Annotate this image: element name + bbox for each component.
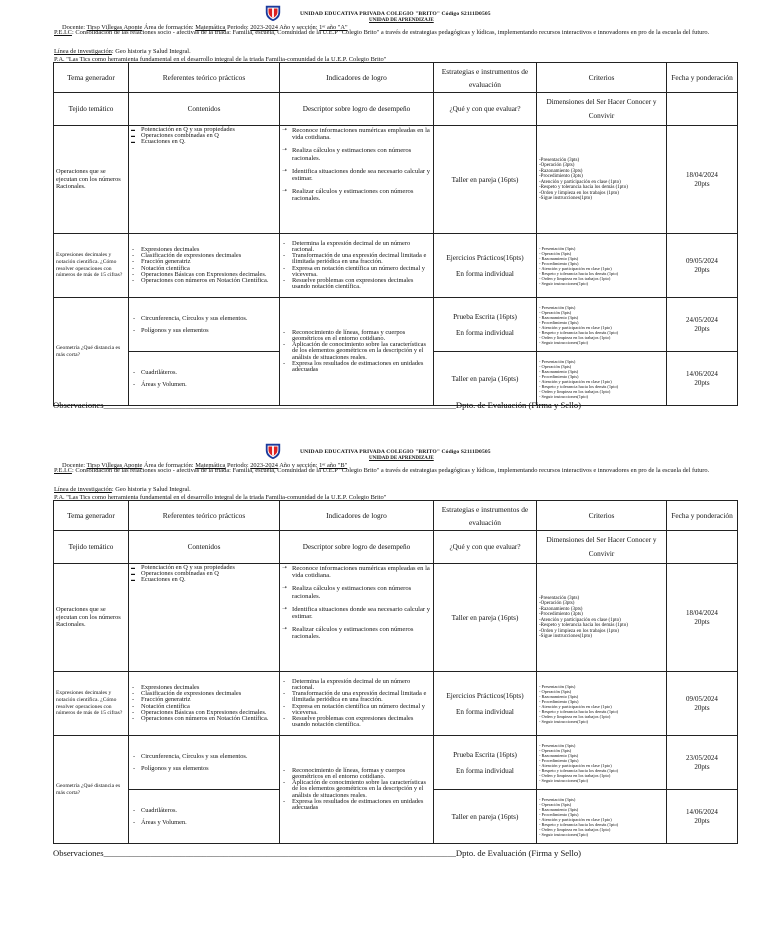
strategy-cell: Prueba Escrita (16pts) En forma individual (434, 298, 537, 352)
content-cell (129, 126, 280, 234)
peic-line: P.E.I.C: Consolidación de las relaciones socio - afectivas de la triada: Familia, escuela, Comunidad de la U.E.P "Colegio Brito" a través de estrategias pedagógicas y lúdicas, implementando recursos interactivos e innovadores en pro de la escuela del futuro. (54, 467, 710, 474)
criteria-cell (537, 126, 667, 234)
date-cell: 09/05/2024 20pts (667, 672, 738, 736)
unit-title: UNIDAD DE APRENDIZAJE (369, 456, 434, 461)
list-item: - Notación científica (141, 266, 277, 272)
content-cell (129, 352, 280, 406)
list-item: ▬ Operaciones combinadas en Q (141, 133, 277, 139)
list-item: - Operación (3pts) (539, 801, 572, 807)
list-item: - Seguir instrucciones(1pto) (539, 393, 589, 399)
list-item: ▬ Potenciación en Q y sus propiedades (141, 565, 277, 571)
pa-line: P.A. "Las Tics como herramienta fundamental en el desarrollo integral de la triada Familia-comunidad de la U.E.P. Colegio Brito" (54, 56, 387, 63)
planning-table (53, 500, 738, 844)
list-item: -Atención y participación en clase (1pto) (539, 617, 621, 623)
list-item: -Procedimiento (3pts) (539, 174, 583, 179)
list-item: - Presentación (3pts) (539, 683, 576, 689)
list-item: -Razonamiento (3pts) (539, 168, 583, 174)
list-item: - Expresiones decimales (141, 685, 277, 691)
list-item: - Transformación de una expresión decimal limitada e ilimitada periódica en una fracción. (292, 691, 431, 703)
list-item: - Operación (3pts) (539, 747, 572, 753)
peic-line: P.E.I.C: Consolidación de las relaciones socio - afectivas de la triada: Familia, escuela, Comunidad de la U.E.P "Colegio Brito" a través de estrategias pedagógicas y lúdicas, implementando recursos interactivos e innovadores en pro de la escuela del futuro. (54, 29, 710, 36)
list-item: - Clasificación de expresiones decimales (141, 253, 277, 259)
list-item: - Polígonos y sus elementos (131, 765, 277, 773)
col-header: Fecha y ponderación (667, 501, 738, 531)
indicator-cell (280, 298, 434, 406)
school-name: UNIDAD EDUCATIVA PRIVADA COLEGIO "BRITO" Código S2111D0505 (300, 11, 491, 17)
list-item: -Orden y limpieza en los trabajos (1pto) (539, 628, 619, 634)
list-item: -Orden y limpieza en los trabajos (1pto) (539, 190, 619, 196)
list-item: - Cuadriláteros. (131, 807, 277, 815)
strategy-cell: Taller en pareja (16pts) (434, 790, 537, 844)
subheader: Contenidos (129, 93, 280, 126)
col-header: Fecha y ponderación (667, 63, 738, 93)
content-cell (129, 672, 280, 736)
list-item: - Fracción generatriz (141, 259, 277, 265)
list-item: -Operación (3pts) (539, 601, 575, 606)
list-item: -Presentación (3pts) (539, 595, 580, 601)
list-item: ➝ Identifica situaciones donde sea necesario calcular y estimar. (292, 168, 431, 182)
list-item: - Aplicación de conocimiento sobre las características de los elementos geométricos en la descripción y el análisis de situaciones reales. (292, 780, 431, 799)
indicator-cell (280, 736, 434, 844)
list-item: - Áreas y Volumen. (131, 381, 277, 389)
list-item: - Razonamiento (3pts) (539, 806, 579, 812)
list-item: - Procedimiento (3pts) (539, 811, 579, 817)
list-item: - Operaciones con números en Notación Científica. (141, 278, 277, 284)
list-item: - Razonamiento (3pts) (539, 314, 579, 320)
list-item: - Polígonos y sus elementos (131, 327, 277, 335)
list-item: - Razonamiento (3pts) (539, 693, 579, 699)
date-cell: 18/04/2024 20pts (667, 126, 738, 234)
list-item: ▬ Ecuaciones en Q. (141, 139, 277, 145)
pa-line: P.A. "Las Tics como herramienta fundamental en el desarrollo integral de la triada Familia-comunidad de la U.E.P. Colegio Brito" (54, 494, 387, 501)
list-item: -Respeto y tolerancia hacia los demás (1pto) (539, 185, 628, 190)
list-item: - Respeto y tolerancia hacia los demás (1pto) (539, 708, 619, 714)
topic-cell: Geometría ¿Qué distancia es más corta? (54, 298, 129, 406)
observations-line: Observaciones__________________________________________________________________________________Dpto. de Evaluación (Firma y Sello) (53, 848, 581, 858)
indicator-cell (280, 234, 434, 298)
subheader: Contenidos (129, 531, 280, 564)
list-item: - Seguir instrucciones(1pto) (539, 718, 589, 724)
content-cell (129, 564, 280, 672)
list-item: - Expresa en notación científica un número decimal y viceversa. (292, 266, 431, 278)
list-item: - Fracción generatriz (141, 697, 277, 703)
list-item: - Respeto y tolerancia hacia los demás (1pto) (539, 270, 619, 276)
indicator-cell (280, 564, 434, 672)
list-item: - Circunferencia, Círculos y sus elementos. (131, 753, 277, 761)
list-item: - Reconocimiento de líneas, formas y cuerpos geométricos en el entorno cotidiano. (292, 330, 431, 342)
subheader: ¿Qué y con que evaluar? (434, 531, 537, 564)
list-item: - Procedimiento (3pts) (539, 319, 579, 325)
list-item: - Procedimiento (3pts) (539, 260, 579, 266)
list-item: - Presentación (3pts) (539, 796, 576, 802)
list-item: - Razonamiento (3pts) (539, 752, 579, 758)
topic-cell: Expresiones decimales y notación científica. ¿Cómo resolver operaciones con números de más de 15 cifras? (54, 234, 129, 298)
list-item: ▬ Operaciones combinadas en Q (141, 571, 277, 577)
date-cell: 14/06/2024 20pts (667, 352, 738, 406)
list-item: - Presentación (3pts) (539, 245, 576, 251)
col-header: Criterios (537, 63, 667, 93)
list-item: ➝ Realiza cálculos y estimaciones con números racionales. (292, 147, 431, 161)
col-header: Referentes teórico prácticos (129, 63, 280, 93)
subheader: Tejido temático (54, 93, 129, 126)
strategy-cell: Taller en pareja (16pts) (434, 352, 537, 406)
strategy-cell: Ejercicios Prácticos(16pts) En forma individual (434, 672, 537, 736)
list-item: - Expresa los resultados de estimaciones en unidades adecuadas (292, 799, 431, 811)
list-item: - Determina la expresión decimal de un número racional. (292, 679, 431, 691)
list-item: -Atención y participación en clase (1pto) (539, 179, 621, 185)
planning-table (53, 62, 738, 406)
subheader: Dimensiones del Ser Hacer Conocer y Convivir (537, 531, 667, 564)
subheader (667, 93, 738, 126)
list-item: ➝ Reconoce informaciones numéricas empleadas en la vida cotidiana. (292, 565, 431, 579)
list-item: -Sigue instrucciones(1pto) (539, 196, 592, 201)
list-item: - Respeto y tolerancia hacia los demás (1pto) (539, 821, 619, 827)
list-item: - Expresa los resultados de estimaciones en unidades adecuadas (292, 361, 431, 373)
list-item: - Respeto y tolerancia hacia los demás (1pto) (539, 329, 619, 335)
col-header: Indicadores de logro (280, 63, 434, 93)
col-header: Indicadores de logro (280, 501, 434, 531)
list-item: - Orden y limpieza en los trabajos (1pto) (539, 713, 611, 719)
list-item: - Clasificación de expresiones decimales (141, 691, 277, 697)
list-item: - Aplicación de conocimiento sobre las características de los elementos geométricos en la descripción y el análisis de situaciones reales. (292, 342, 431, 361)
list-item: ➝ Realizar cálculos y estimaciones con números racionales. (292, 626, 431, 640)
list-item: - Operación (3pts) (539, 250, 572, 256)
subheader: ¿Qué y con que evaluar? (434, 93, 537, 126)
criteria-cell (537, 234, 667, 298)
list-item: - Atención y participación en clase (1pto) (539, 762, 612, 768)
subheader: Tejido temático (54, 531, 129, 564)
list-item: - Presentación (3pts) (539, 358, 576, 364)
list-item: ▬ Potenciación en Q y sus propiedades (141, 127, 277, 133)
list-item: - Atención y participación en clase (1pto) (539, 703, 612, 709)
list-item: -Respeto y tolerancia hacia los demás (1pto) (539, 623, 628, 628)
research-line: Línea de investigación: Geo historia y Salud Integral. (54, 48, 191, 55)
list-item: - Notación científica (141, 704, 277, 710)
research-line: Línea de investigación: Geo historia y Salud Integral. (54, 486, 191, 493)
list-item: ➝ Reconoce informaciones numéricas empleadas en la vida cotidiana. (292, 127, 431, 141)
date-cell: 14/06/2024 20pts (667, 790, 738, 844)
strategy-cell: Taller en pareja (16pts) (434, 126, 537, 234)
list-item: - Razonamiento (3pts) (539, 255, 579, 261)
school-logo (264, 4, 282, 22)
list-item: - Seguir instrucciones(1pto) (539, 831, 589, 837)
subheader (667, 531, 738, 564)
criteria-cell (537, 672, 667, 736)
unit-title: UNIDAD DE APRENDIZAJE (369, 18, 434, 23)
criteria-cell (537, 352, 667, 406)
list-item: - Expresiones decimales (141, 247, 277, 253)
list-item: - Operaciones con números en Notación Científica. (141, 716, 277, 722)
list-item: - Reconocimiento de líneas, formas y cuerpos geométricos en el entorno cotidiano. (292, 768, 431, 780)
list-item: - Operación (3pts) (539, 363, 572, 369)
col-header: Tema generador (54, 63, 129, 93)
list-item: - Seguir instrucciones(1pto) (539, 339, 589, 345)
list-item: -Operación (3pts) (539, 163, 575, 168)
strategy-cell: Taller en pareja (16pts) (434, 564, 537, 672)
content-cell (129, 298, 280, 352)
indicator-cell (280, 126, 434, 234)
school-logo (264, 442, 282, 460)
list-item: - Presentación (3pts) (539, 304, 576, 310)
col-header: Referentes teórico prácticos (129, 501, 280, 531)
date-cell: 18/04/2024 20pts (667, 564, 738, 672)
school-name: UNIDAD EDUCATIVA PRIVADA COLEGIO "BRITO" Código S2111D0505 (300, 449, 491, 455)
list-item: - Resuelve problemas con expresiones decimales usando notación científica. (292, 716, 431, 728)
teacher-line: Docente: Tirso Villegas Aponte Área de formación: Matemática Periodo: 2023-2024 Año y sección: 1ᵉʳ año "B" (62, 462, 348, 469)
list-item: - Seguir instrucciones(1pto) (539, 777, 589, 783)
col-header: Tema generador (54, 501, 129, 531)
list-item: - Circunferencia, Círculos y sus elementos. (131, 315, 277, 323)
subheader: Descriptor sobre logro de desempeño (280, 531, 434, 564)
list-item: -Sigue instrucciones(1pto) (539, 634, 592, 639)
list-item: - Atención y participación en clase (1pto) (539, 816, 612, 822)
observations-line: Observaciones__________________________________________________________________________________Dpto. de Evaluación (Firma y Sello) (53, 400, 581, 410)
content-cell (129, 736, 280, 790)
list-item: - Resuelve problemas con expresiones decimales usando notación científica. (292, 278, 431, 290)
list-item: - Procedimiento (3pts) (539, 757, 579, 763)
teacher-line: Docente: Tirso Villegas Aponte Área de formación: Matemática Periodo: 2023-2024 Año y sección: 1ᵉʳ año "A" (62, 24, 348, 31)
list-item: - Operaciones Básicas con Expresiones decimales. (141, 272, 277, 278)
list-item: - Expresa en notación científica un número decimal y viceversa. (292, 704, 431, 716)
list-item: -Presentación (3pts) (539, 157, 580, 163)
list-item: - Seguir instrucciones(1pto) (539, 280, 589, 286)
content-cell (129, 234, 280, 298)
criteria-cell (537, 790, 667, 844)
list-item: - Orden y limpieza en los trabajos (1pto) (539, 388, 611, 394)
list-item: - Áreas y Volumen. (131, 819, 277, 827)
list-item: - Orden y limpieza en los trabajos (1pto) (539, 334, 611, 340)
list-item: ➝ Realizar cálculos y estimaciones con números racionales. (292, 188, 431, 202)
list-item: ➝ Identifica situaciones donde sea necesario calcular y estimar. (292, 606, 431, 620)
strategy-cell: Prueba Escrita (16pts) En forma individual (434, 736, 537, 790)
col-header: Estrategias e instrumentos de evaluación (434, 501, 537, 531)
list-item: - Procedimiento (3pts) (539, 373, 579, 379)
col-header: Estrategias e instrumentos de evaluación (434, 63, 537, 93)
list-item: ▬ Ecuaciones en Q. (141, 577, 277, 583)
criteria-cell (537, 736, 667, 790)
list-item: ➝ Realiza cálculos y estimaciones con números racionales. (292, 585, 431, 599)
criteria-cell (537, 564, 667, 672)
list-item: - Respeto y tolerancia hacia los demás (1pto) (539, 767, 619, 773)
list-item: - Respeto y tolerancia hacia los demás (1pto) (539, 383, 619, 389)
list-item: -Razonamiento (3pts) (539, 606, 583, 612)
list-item: -Procedimiento (3pts) (539, 612, 583, 617)
topic-cell: Operaciones que se ejecutan con los números Racionales. (54, 564, 129, 672)
subheader: Descriptor sobre logro de desempeño (280, 93, 434, 126)
content-cell (129, 790, 280, 844)
topic-cell: Expresiones decimales y notación científica. ¿Cómo resolver operaciones con números de más de 15 cifras? (54, 672, 129, 736)
date-cell: 09/05/2024 20pts (667, 234, 738, 298)
col-header: Criterios (537, 501, 667, 531)
list-item: - Operación (3pts) (539, 309, 572, 315)
indicator-cell (280, 672, 434, 736)
list-item: - Orden y limpieza en los trabajos (1pto) (539, 772, 611, 778)
strategy-cell: Ejercicios Prácticos(16pts) En forma individual (434, 234, 537, 298)
list-item: - Atención y participación en clase (1pto) (539, 324, 612, 330)
subheader: Dimensiones del Ser Hacer Conocer y Convivir (537, 93, 667, 126)
date-cell: 24/05/2024 20pts (667, 298, 738, 352)
list-item: - Operación (3pts) (539, 688, 572, 694)
list-item: - Razonamiento (3pts) (539, 368, 579, 374)
list-item: - Cuadriláteros. (131, 369, 277, 377)
topic-cell: Operaciones que se ejecutan con los números Racionales. (54, 126, 129, 234)
date-cell: 23/05/2024 20pts (667, 736, 738, 790)
list-item: - Transformación de una expresión decimal limitada e ilimitada periódica en una fracción. (292, 253, 431, 265)
list-item: - Atención y participación en clase (1pto) (539, 378, 612, 384)
list-item: - Orden y limpieza en los trabajos (1pto) (539, 826, 611, 832)
list-item: - Operaciones Básicas con Expresiones decimales. (141, 710, 277, 716)
topic-cell: Geometría ¿Qué distancia es más corta? (54, 736, 129, 844)
list-item: - Presentación (3pts) (539, 742, 576, 748)
list-item: - Atención y participación en clase (1pto) (539, 265, 612, 271)
list-item: - Procedimiento (3pts) (539, 698, 579, 704)
list-item: - Determina la expresión decimal de un número racional. (292, 241, 431, 253)
criteria-cell (537, 298, 667, 352)
list-item: - Orden y limpieza en los trabajos (1pto) (539, 275, 611, 281)
